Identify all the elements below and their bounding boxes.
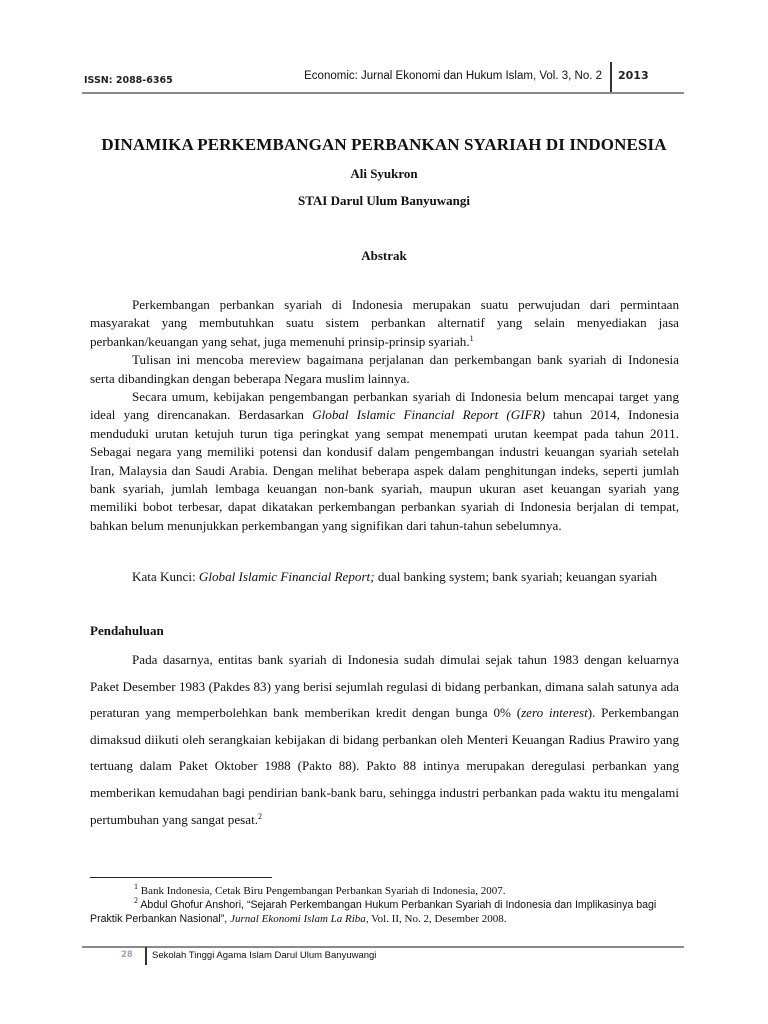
header-rule [82, 92, 684, 94]
section-heading-introduction: Pendahuluan [90, 623, 164, 638]
abstract-paragraph-3: Secara umum, kebijakan pengembangan perbankan syariah di Indonesia belum mencapai target yang ideal yang direncanakan. Berdasarkan Global Islamic Financial Report (GIFR) tahun 2014, Indonesia menduduki urutan ketujuh turun tiga peringkat yang sempat menempati urutan keempat pada tahun 2011. Sebagai negara yang memiliki potensi dan kondusif dalam pengembangan industri keuangan syariah setelah Iran, Malaysia dan Saudi Arabia. Dengan melihat beberapa aspek dalam penghitungan indeks, seperti jumlah bank syariah, jumlah lembaga keuangan non-bank syariah, maupun ukuran aset keuangan syariah yang memiliki bobot terbesar, dapat dikatakan perkembangan perbankan syariah di Indonesia berjalan di tempat, bahkan belum menunjukkan perkembangan yang signifikan dari tahun-tahun sebelumnya. [90, 389, 680, 533]
abstract-paragraph-1: Perkembangan perbankan syariah di Indonesia merupakan suatu perwujudan dari permintaan masyarakat yang membutuhkan suatu sistem perbankan alternatif yang selain menyediakan jasa perbankan/keuangan yang sehat, juga memenuhi prinsip-prinsip syariah.$^1$ [90, 297, 679, 349]
header-year: 2013 [618, 69, 649, 82]
header-journal: Economic: Jurnal Ekonomi dan Hukum Islam, Vol. 3, No. 2 [304, 70, 602, 82]
keywords: Kata Kunci: Global Islamic Financial Report; dual banking system; bank syariah; keuangan syariah [132, 569, 658, 584]
abstract-body [90, 296, 679, 535]
header-issn: ISSN: 2088-6365 [84, 75, 173, 86]
page-number: 28 [121, 950, 133, 960]
introduction-paragraph: Pada dasarnya, entitas bank syariah di Indonesia sudah dimulai sejak tahun 1983 dengan keluarnya Paket Desember 1983 (Pakdes 83) yang berisi sejumlah regulasi di bidang perbankan, dimana salah satunya ada peraturan yang memperbolehkan bank memberikan kredit dengan bunga 0% (zero interest). Perkembangan dimaksud diikuti oleh serangkaian kebijakan di bidang perbankan oleh Menteri Keuangan Radius Prawiro yang tertuang dalam Paket Oktober 1988 (Pakto 88). Pakto 88 intinya merupakan deregulasi perbankan yang memberikan kemudahan bagi pendirian bank-bank baru, sehingga industri perbankan pada waktu itu mengalami pertumbuhan yang sangat pesat.$^2$ [90, 652, 679, 827]
footnote-rule [90, 877, 272, 878]
footnote-1: $^1$ Bank Indonesia, Cetak Biru Pengembangan Perbankan Syariah di Indonesia, 2007. [134, 882, 506, 897]
footnotes [90, 884, 685, 926]
header-separator [610, 62, 612, 94]
abstract-heading: Abstrak [361, 248, 407, 263]
article-affiliation: STAI Darul Ulum Banyuwangi [297, 193, 471, 208]
footer-rule [82, 946, 684, 948]
article-author: Ali Syukron [350, 166, 418, 181]
footnote-2: $^2$ Abdul Ghofur Anshori, “Sejarah Perkembangan Hukum Perbankan Syariah di Indonesia dan Implikasinya bagi Praktik Perbankan Nasional”, Jurnal Ekonomi Islam La Riba, Vol. II, No. 2, Desember 2008. [90, 896, 657, 925]
introduction-body [90, 647, 679, 833]
article-title: DINAMIKA PERKEMBANGAN PERBANKAN SYARIAH DI INDONESIA [101, 135, 667, 154]
footnote-ref-1: 1 [469, 333, 474, 343]
abstract-paragraph-2: Tulisan ini mencoba mereview bagaimana perjalanan dan perkembangan bank syariah di Indonesia serta dibandingkan dengan beberapa Negara muslim lainnya. [90, 352, 679, 386]
footer-institution: Sekolah Tinggi Agama Islam Darul Ulum Banyuwangi [152, 950, 377, 961]
footer-separator [145, 947, 147, 965]
footnote-ref-2: 2 [258, 811, 262, 821]
